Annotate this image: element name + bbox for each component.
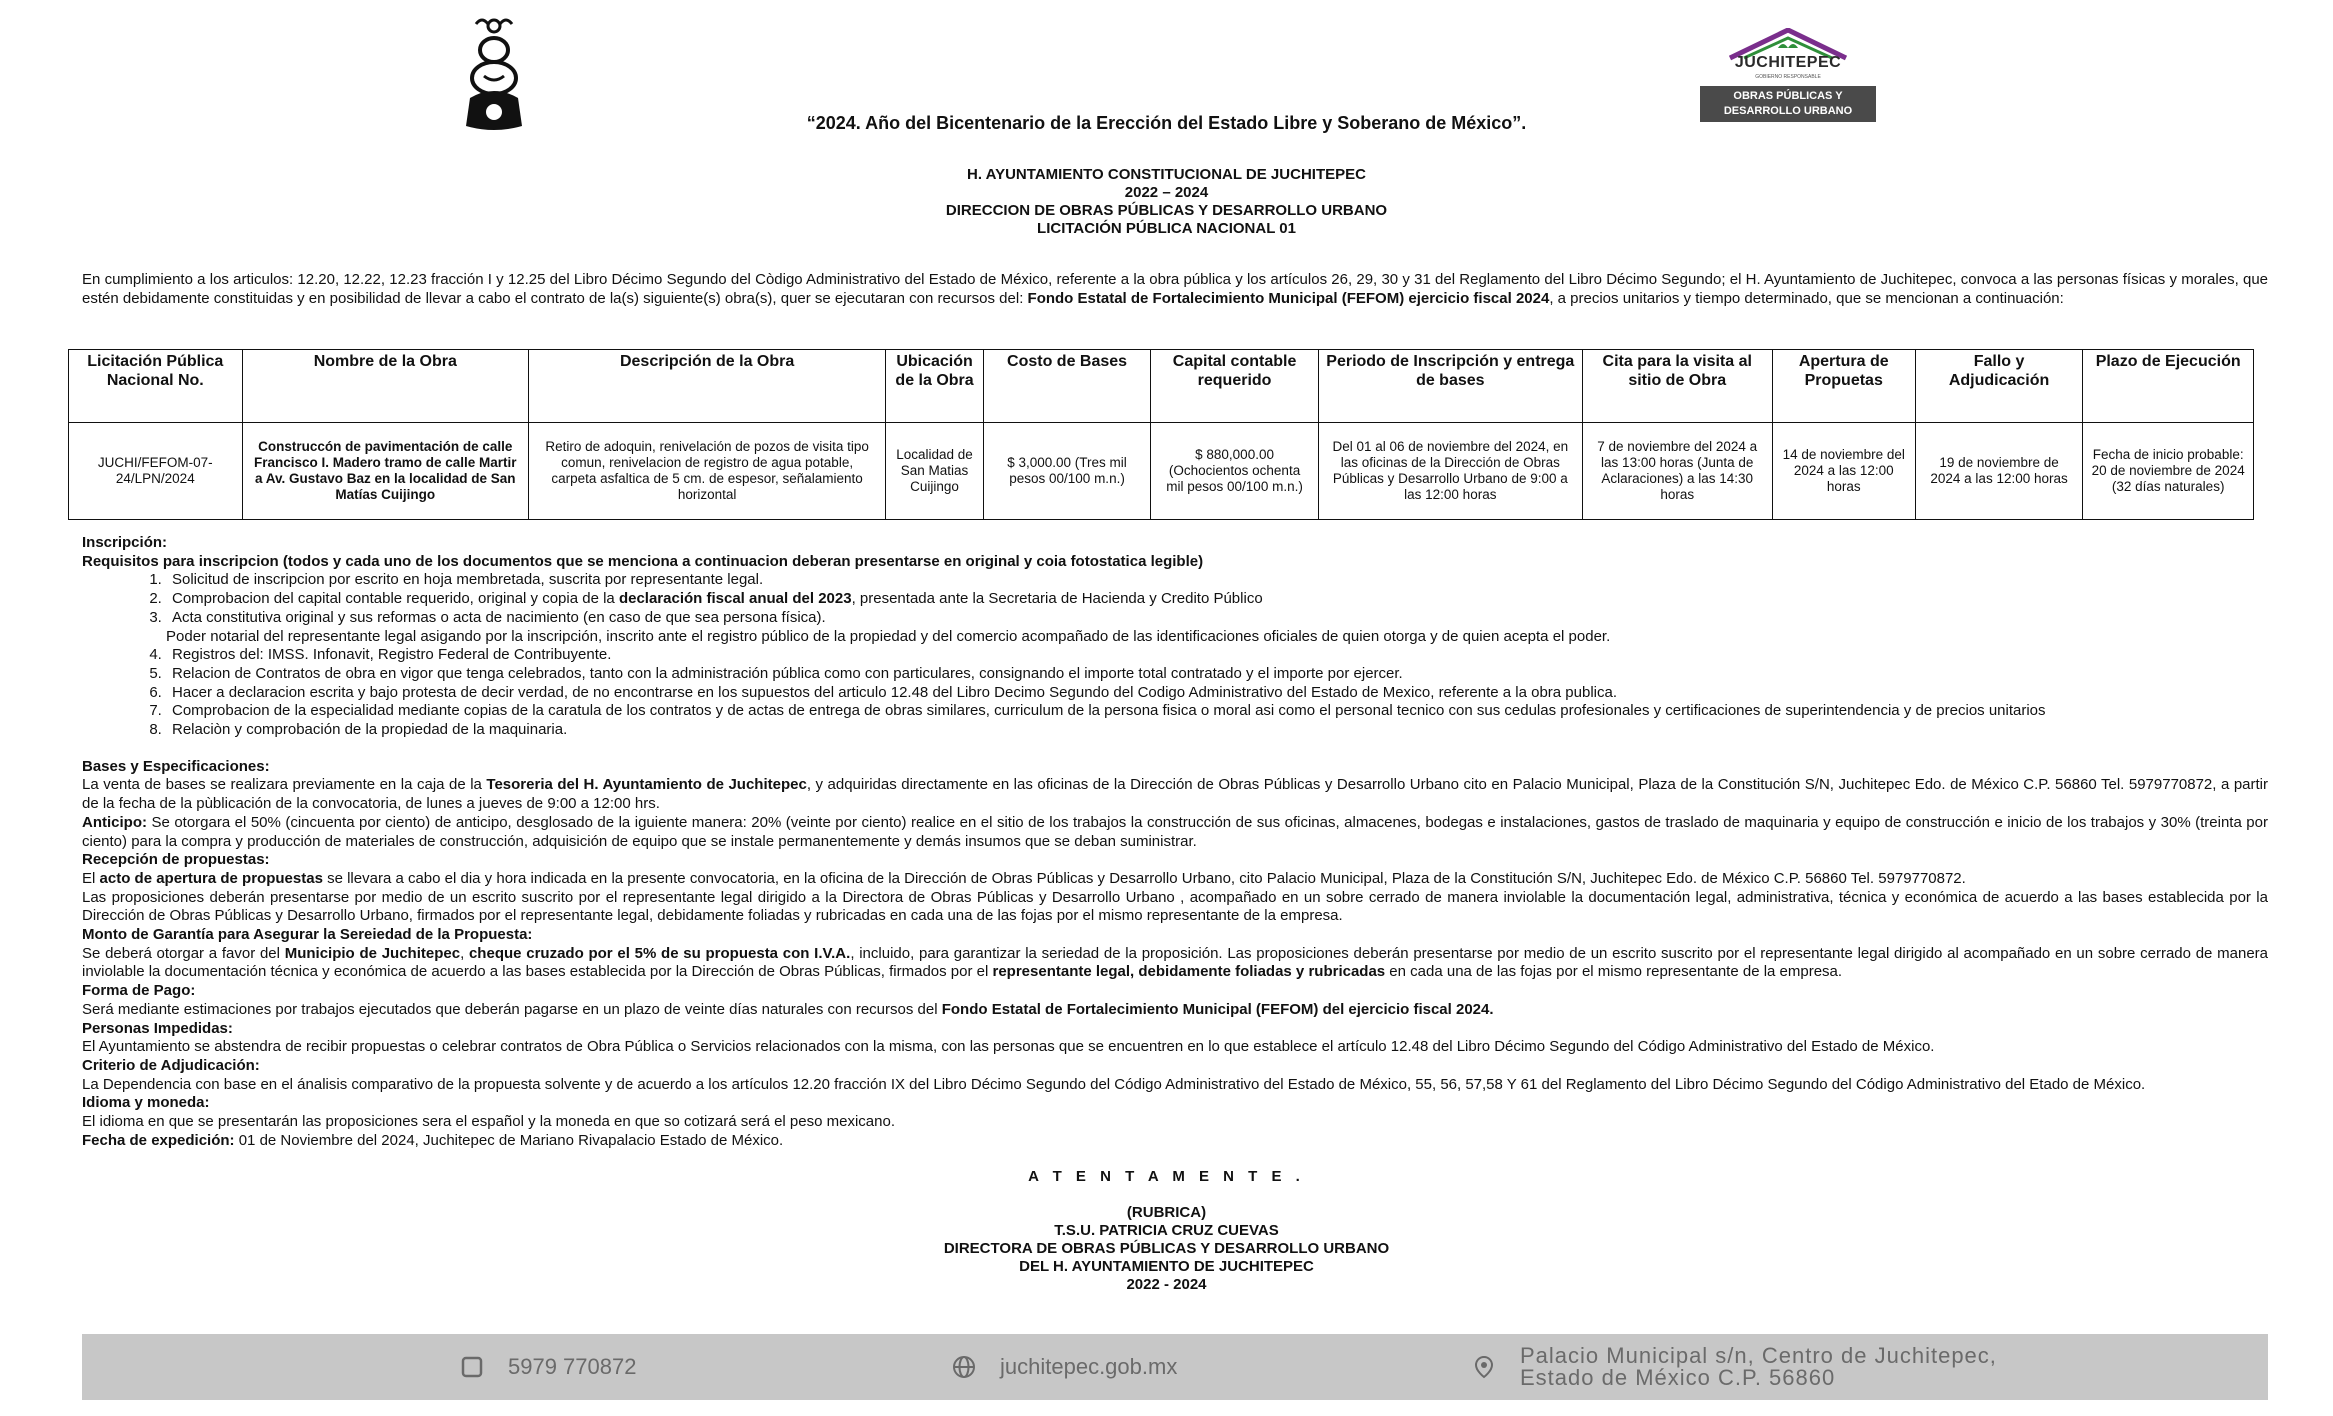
logo-badge-line1: OBRAS PÚBLICAS Y [1733, 90, 1843, 102]
signature-block [0, 1168, 2333, 1294]
logo-badge-line2: DESARROLLO URBANO [1723, 105, 1853, 117]
text: en cada una de las fojas por el mismo representante de la empresa. [1385, 963, 1843, 981]
footer-website-text: juchitepec.gob.mx [1000, 1354, 1178, 1379]
table-header: Nombre de la Obra [242, 350, 528, 423]
signatory-org: DEL H. AYUNTAMIENTO DE JUCHITEPEC [1019, 1258, 1314, 1275]
text: Se otorgara el 50% (cincuenta por ciento) de anticipo, desglosado de la iguiente manera: 20% (veinte por ciento) realice en el sitio de los trabajos la construcción de sus oficinas, almacenes, bodegas e instalaciones, gastos de traslado de maquinaria y equipo de construcción e inicio de los trabajos y 30% (treinta por ciento) para la compra y producción de materiales de construcción, adquisición de equipo que se instale permanentemente y demás insumos que se deban suministrar. [82, 813, 2268, 850]
bold-text: Municipio de Juchitepec [284, 944, 461, 962]
section-title: Bases y Especificaciones: [82, 757, 270, 775]
table-row [69, 423, 2254, 520]
list-item-text: , presentada ante la Secretaria de Hacienda y Credito Público [851, 590, 1263, 608]
section-paragraph [82, 814, 2268, 851]
heading-line: H. AYUNTAMIENTO CONSTITUCIONAL DE JUCHITEPEC [967, 166, 1366, 183]
table-header: Plazo de Ejecución [2083, 350, 2254, 423]
table-cell: Localidad de San Matias Cuijingo [886, 423, 983, 520]
document-body [82, 534, 2268, 1151]
table-cell: 14 de noviembre del 2024 a las 12:00 horas [1772, 423, 1915, 520]
table-header: Descripción de la Obra [528, 350, 885, 423]
heading-line: 2022 – 2024 [1124, 184, 1209, 201]
logo-name: JUCHITEPEC [1734, 54, 1842, 71]
text: , y adquiridas directamente en las oficinas de la Dirección de Obras Públicas y Desarrollo Urbano cito en Palacio Municipal, Plaza de la Constitución S/N, Juchitepec Edo. de México C.P. 56860 Tel. 5979770872, a partir de la fecha de la pùblicación de la convocatoria, de lunes a jueves de 9:00 a 12:00 hrs. [82, 776, 2268, 813]
table-header: Licitación Pública Nacional No. [69, 350, 243, 423]
signature-line: (RUBRICA) [1126, 1204, 1207, 1221]
text: , [460, 944, 469, 962]
list-item: 3. Acta constitutiva original y sus reformas o acta de nacimiento (en caso de que sea persona física). [166, 609, 2268, 628]
section-paragraph [82, 870, 2268, 889]
section-title: Forma de Pago: [82, 982, 196, 1000]
list-item [166, 590, 2268, 609]
globe-icon [952, 1355, 976, 1379]
text: se llevara a cabo el dia y hora indicada en la presente convocatoria, en la oficina de la Dirección de Obras Públicas y Desarrollo Urbano, cito Palacio Municipal, Plaza de la Constitución S/N, Juchitepec Edo. de México C.P. 56860 Tel. 5979770872. [322, 869, 1966, 887]
text: Se deberá otorgar a favor del [82, 944, 285, 962]
footer-address-text [1520, 1345, 1997, 1389]
table-header-row [69, 350, 2254, 423]
footer-address [1472, 1334, 1997, 1400]
table-cell: JUCHI/FEFOM-07-24/LPN/2024 [69, 423, 243, 520]
section-paragraph: El Ayuntamiento se abstendra de recibir propuestas o celebrar contratos de Obra Pública o Servicios relacionados con la misma, con las personas que se encuentren en lo que establece el artículo 12.48 del Libro Décimo Segundo del Código Administrativo del Estado de México. [82, 1038, 1935, 1056]
footer-phone [460, 1334, 636, 1400]
signatory-period: 2022 - 2024 [1126, 1276, 1207, 1293]
closing: A T E N T A M E N T E . [1028, 1168, 1305, 1185]
requirements-list [82, 571, 2268, 627]
text: Será mediante estimaciones por trabajos ejecutados que deberán pagarse en un plazo de veinte días naturales con recursos del [82, 1000, 942, 1018]
phone-icon [460, 1355, 484, 1379]
heading-line: DIRECCION DE OBRAS PÚBLICAS Y DESARROLLO URBANO [945, 202, 1388, 219]
text: El [82, 869, 100, 887]
requirements-list [82, 646, 2268, 740]
list-item: 8. Relaciòn y comprobación de la propiedad de la maquinaria. [166, 721, 2268, 740]
document-heading [0, 166, 2333, 238]
tender-table [68, 349, 2254, 520]
bold-text: acto de apertura de propuestas [99, 869, 323, 887]
logo-subtitle: GOBIERNO RESPONSABLE [1755, 74, 1821, 80]
bold-text: Tesoreria del H. Ayuntamiento de Juchitepec [486, 776, 807, 794]
list-item-continuation: Poder notarial del representante legal asigando por la inscripción, inscrito ante el registro público de la propiedad y del comercio acompañado de las identificaciones oficiales de quien otorga y de quien acepta el poder. [166, 627, 1611, 645]
list-item: 5. Relacion de Contratos de obra en vigor que tenga celebrados, tanto con la administración pública como con particulares, consignando el importe total contratado y el importe por ejercer. [166, 665, 2268, 684]
section-title: Criterio de Adjudicación: [82, 1056, 260, 1074]
list-item: 7. Comprobacion de la especialidad mediante copias de la caratula de los contratos y de actas de entrega de obras similares, curriculum de la persona fisica o moral asi como el personal tecnico con sus cedulas profesionales y certificaciones de superintendencia y de precios unitarios [166, 702, 2268, 721]
bold-text: cheque cruzado por el 5% de su propuesta con I.V.A. [468, 944, 851, 962]
section-title: Monto de Garantía para Asegurar la Sereiedad de la Propuesta: [82, 926, 533, 944]
table-header: Cita para la visita al sitio de Obra [1582, 350, 1772, 423]
intro-text: En cumplimiento a los articulos: 12.20, 12.22, 12.23 fracción I y 12.25 del Libro Décimo Segundo del Còdigo Administrativo del Estado de México, referente a la obra pública y los artículos 26, 29, 30 y 31 del Reglamento del Libro Décimo Segundo; el H. Ayuntamiento de Juchitepec, convoca a las personas físicas y morales, que estén debidamente constituidas y en posibilidad de llevar a cabo el contrato de la(s) siguiente(s) obra(s), quer se ejecutaran con recursos del: [82, 271, 2268, 307]
location-pin-icon [1472, 1355, 1496, 1379]
list-item-bold: declaración fiscal anual del 2023 [618, 590, 852, 608]
list-item: 1. Solicitud de inscripcion por escrito en hoja membretada, suscrita por representante legal. [166, 571, 2268, 590]
section-paragraph [82, 945, 2268, 982]
footer-phone-text: 5979 770872 [508, 1354, 637, 1379]
section-title: Personas Impedidas: [82, 1019, 233, 1037]
table-cell: $ 880,000.00 (Ochocientos ochenta mil pesos 00/100 m.n.) [1151, 423, 1319, 520]
address-line: Palacio Municipal s/n, Centro de Juchitepec, [1520, 1343, 1997, 1368]
table-cell: Del 01 al 06 de noviembre del 2024, en las oficinas de la Dirección de Obras Públicas y Desarrollo Urbano de 9:00 a las 12:00 horas [1318, 423, 1582, 520]
issue-date [82, 1132, 2268, 1151]
table-cell: 7 de noviembre del 2024 a las 13:00 horas (Junta de Aclaraciones) a las 14:30 horas [1582, 423, 1772, 520]
text: 01 de Noviembre del 2024, Juchitepec de Mariano Rivapalacio Estado de México. [234, 1131, 784, 1149]
section-title: Idioma y moneda: [82, 1094, 210, 1112]
list-item-text: Comprobacion del capital contable requerido, original y copia de la [172, 590, 619, 608]
bold-text: Fecha de expedición: [82, 1131, 235, 1149]
section-title: Recepción de propuestas: [82, 851, 270, 869]
table-cell: Fecha de inicio probable: 20 de noviembre de 2024 (32 días naturales) [2083, 423, 2254, 520]
bold-text: Anticipo: [82, 813, 147, 831]
text: La venta de bases se realizara previamente en la caja de la [82, 776, 487, 794]
list-item: 4. Registros del: IMSS. Infonavit, Registro Federal de Contribuyente. [166, 646, 2268, 665]
obras-publicas-logo [1700, 28, 1876, 122]
table-cell: 19 de noviembre de 2024 a las 12:00 horas [1915, 423, 2083, 520]
bold-text: representante legal, debidamente foliadas y rubricadas [992, 963, 1386, 981]
address-line: Estado de México C.P. 56860 [1520, 1365, 1836, 1390]
heading-line: LICITACIÓN PÚBLICA NACIONAL 01 [1037, 220, 1296, 237]
table-cell: Retiro de adoquin, renivelación de pozos de visita tipo comun, renivelacion de registro de agua potable, carpeta asfaltica de 5 cm. de espesor, señalamiento horizontal [528, 423, 885, 520]
intro-paragraph [82, 270, 2268, 308]
table-header: Apertura de Propuetas [1772, 350, 1915, 423]
signatory-title: DIRECTORA DE OBRAS PÚBLICAS Y DESARROLLO URBANO [943, 1240, 1390, 1257]
table-cell: $ 3,000.00 (Tres mil pesos 00/100 m.n.) [983, 423, 1151, 520]
table-header: Fallo y Adjudicación [1915, 350, 2083, 423]
text: , incluido, para garantizar la seriedad de la proposición. Las proposiciones deberán presentarse por medio de un escrito suscrito por el representante legal dirigido al acompañado en un sobre cerrado de manera inviolable la documentación técnica y económica de acuerdo a las bases establecida por la Dirección de Obras Públicas, firmados por el [82, 944, 2268, 981]
table-header: Ubicación de la Obra [886, 350, 983, 423]
intro-text: , a precios unitarios y tiempo determinado, que se mencionan a continuación: [1549, 290, 2064, 307]
list-item: 6. Hacer a declaracion escrita y bajo protesta de decir verdad, de no encontrarse en los supuestos del articulo 12.48 del Libro Decimo Segundo del Codigo Administrativo del Estado de Mexico, referente a la obra publica. [166, 684, 2268, 703]
bold-text: Fondo Estatal de Fortalecimiento Municipal (FEFOM) del ejercicio fiscal 2024. [941, 1000, 1494, 1018]
section-paragraph: El idioma en que se presentarán las proposiciones sera el español y la moneda en que so cotizará será el peso mexicano. [82, 1113, 895, 1131]
table-header: Costo de Bases [983, 350, 1151, 423]
table-cell: Construccón de pavimentación de calle Francisco I. Madero tramo de calle Martir a Av. Gustavo Baz en la localidad de San Matías Cuijingo [242, 423, 528, 520]
footer-website [952, 1334, 1177, 1400]
table-header: Capital contable requerido [1151, 350, 1319, 423]
signatory-name: T.S.U. PATRICIA CRUZ CUEVAS [1054, 1222, 1279, 1239]
section-subtitle: Requisitos para inscripcion (todos y cada uno de los documentos que se menciona a continuacion deberan presentarse en original y coia fotostatica legible) [82, 552, 1204, 570]
section-title: Inscripción: [82, 534, 168, 551]
intro-fund: Fondo Estatal de Fortalecimiento Municipal (FEFOM) ejercicio fiscal 2024 [1027, 290, 1550, 307]
motto: “2024. Año del Bicentenario de la Erección del Estado Libre y Soberano de México”. [806, 113, 1527, 133]
footer-bar [82, 1334, 2268, 1400]
section-paragraph [82, 776, 2268, 813]
section-paragraph: La Dependencia con base en el ánalisis comparativo de la propuesta solvente y de acuerdo a los artículos 12.20 fracción IX del Libro Décimo Segundo del Código Administrativo del Estado de México, 55, 56, 57,58 Y 61 del Reglamento del Libro Décimo Segundo del Código Administrativo del Etado de México. [82, 1075, 2146, 1093]
section-paragraph: Las proposiciones deberán presentarse por medio de un escrito suscrito por el representante legal dirigido a la Directora de Obras Públicas y Desarrollo Urbano , acompañado en un sobre cerrado de manera inviolable la documentación legal, administrativa, técnica y económica de acuerdo a las bases establecida por la Dirección de Obras Públicas y Desarrollo Urbano, firmados por el representante legal, debidamente foliadas y rubricadas en cada una de las fojas por el mismo representante de la empresa. [82, 888, 2268, 925]
section-paragraph [82, 1001, 2268, 1020]
table-header: Periodo de Inscripción y entrega de bases [1318, 350, 1582, 423]
